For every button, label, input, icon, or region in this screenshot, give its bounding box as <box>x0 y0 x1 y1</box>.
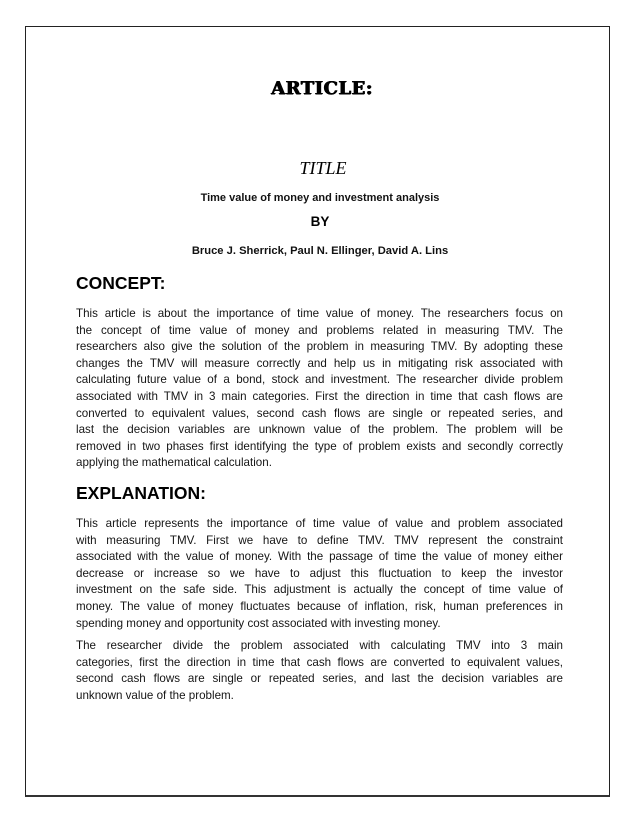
text-line: researchers also give the solution of the problem in measuring TMV. By adopting these <box>76 340 563 354</box>
text-line: The researcher divide the problem associated with calculating TMV into 3 main <box>76 639 563 652</box>
text-line: applying the mathematical calculation. <box>76 456 272 470</box>
text-line: decrease or increase so we have to adjust this fluctuation to keep the investor <box>76 566 563 580</box>
title-label: TITLE <box>299 158 347 178</box>
text-line: This article is about the importance of time value of money. The researchers focus on <box>76 307 563 320</box>
text-line: the concept of time value of money and problems related in measuring TMV. The <box>76 323 563 337</box>
text-line: associated with the value of money. With the passage of time the value of money either <box>76 550 563 564</box>
text-line: spending money and opportunity cost associated with investing money. <box>76 616 441 630</box>
concept-heading: CONCEPT: <box>76 273 166 293</box>
text-line: money. The value of money fluctuates because of inflation, risk, human preferences in <box>76 599 563 613</box>
text-line: This article represents the importance of time value of value and problem associated <box>76 517 563 530</box>
text-line: unknown value of the problem. <box>76 688 234 702</box>
text-line: converted to equivalent values, second cash flows are single or repeated series, and <box>76 406 563 420</box>
text-line: changes the TMV will measure correctly and help us in mitigating risk associated with <box>76 356 563 370</box>
explanation-paragraph-2 <box>76 638 563 704</box>
concept-paragraph <box>76 306 563 472</box>
article-heading: ARTICLE: <box>271 78 373 99</box>
text-line: with measuring TMV. First we have to define TMV. TMV represent the constraint <box>76 533 563 547</box>
explanation-paragraph-1 <box>76 516 563 632</box>
by-label: BY <box>310 214 330 229</box>
text-line: associated with TMV in 3 main categories. First the direction in time that cash flows are <box>76 389 563 403</box>
text-line: calculating future value of a bond, stock and investment. The researcher divide problem <box>76 373 563 387</box>
article-title: Time value of money and investment analysis <box>200 192 440 204</box>
authors: Bruce J. Sherrick, Paul N. Ellinger, David A. Lins <box>191 245 449 257</box>
text-line: removed in two phases first identifying the type of problem exists and secondly correctly <box>76 439 563 453</box>
text-line: investment on the safe side. This adjustment is actually the concept of time value of <box>76 583 563 597</box>
text-line: categories, first the direction in time that cash flows are converted to equivalent values, <box>76 655 563 669</box>
text-line: last the decision variables are unknown value of the problem. The problem will be <box>76 423 563 437</box>
explanation-heading: EXPLANATION: <box>76 483 206 503</box>
text-line: second cash flows are single or repeated series, and last the decision variables are <box>76 672 563 686</box>
